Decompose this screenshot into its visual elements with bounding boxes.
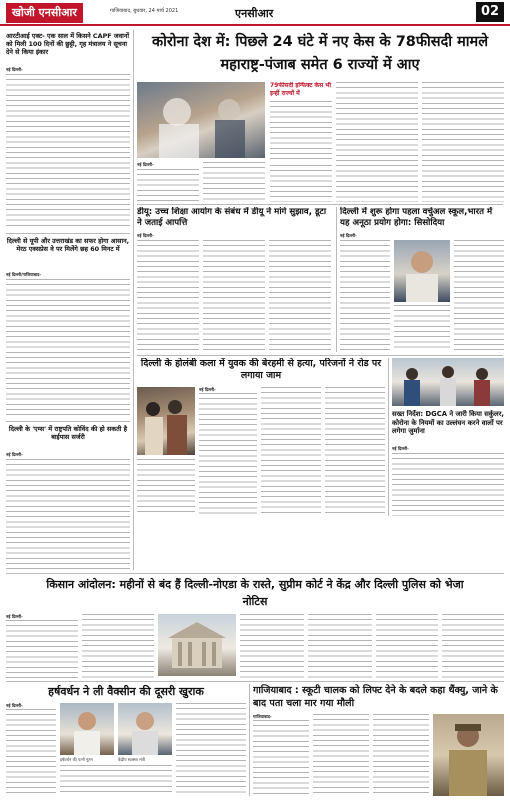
divider xyxy=(6,421,130,422)
story-lift-kicker: गाजियाबाद : xyxy=(253,685,299,696)
section-title: एनसीआर xyxy=(235,7,274,20)
divider xyxy=(137,355,503,356)
story-virtual-school xyxy=(340,207,504,352)
lead-body-col-2 xyxy=(203,162,265,202)
divider xyxy=(6,233,130,234)
story-lift-body-2 xyxy=(313,714,369,796)
lead-body-col-4 xyxy=(336,82,418,202)
lead-sidebar-heading: 79फीसदी इन्फिक्ट केस भी इन्हीं राज्यों में xyxy=(270,82,332,97)
story-lift xyxy=(253,684,504,796)
story-holambi-headline: दिल्ली के होलंबी कला में युवक की बेरहमी से हत्या, परिजनों ने रोड पर लगाया जाम xyxy=(140,358,382,381)
court-building-image xyxy=(158,614,236,676)
story-dgca xyxy=(392,410,504,516)
story-du xyxy=(137,207,333,352)
page-number: 02 xyxy=(476,2,504,22)
left-story-1 xyxy=(6,32,130,230)
portrait-image xyxy=(394,240,450,302)
story-farmers xyxy=(6,614,504,678)
left-story-3-byline: नई दिल्ली- xyxy=(6,452,23,457)
column-rule xyxy=(336,207,337,352)
story-lift-body-1 xyxy=(253,720,309,796)
lead-body-col-3 xyxy=(270,165,332,202)
left-story-2 xyxy=(6,237,130,419)
divider xyxy=(137,204,503,205)
story-farmers-body-5 xyxy=(376,614,438,678)
left-story-2-byline: नई दिल्ली/गाजियाबाद- xyxy=(6,272,42,277)
lead-byline: नई दिल्ली- xyxy=(137,162,154,167)
story-vaccine-body-1 xyxy=(6,709,56,795)
story-farmers-body-6 xyxy=(442,614,504,678)
story-du-body xyxy=(137,240,333,352)
officer-image xyxy=(433,714,504,796)
story-holambi-byline: नई दिल्ली- xyxy=(199,387,216,392)
lead-body-col-1 xyxy=(137,162,199,202)
airport-photo xyxy=(392,358,504,406)
lead-photo xyxy=(137,82,265,158)
story-dgca-byline: नई दिल्ली- xyxy=(392,446,409,451)
story-vaccine-body-3 xyxy=(176,703,246,795)
story-du-byline: नई दिल्ली- xyxy=(137,233,154,238)
lab-worker-image xyxy=(137,82,265,158)
column-rule xyxy=(388,358,389,516)
story-dgca-body xyxy=(392,453,504,516)
left-story-2-headline: दिल्ली से यूपी और उत्तराखंड का सफर होगा आसान, मेरठ एक्सप्रेस वे पर मिलेंगे छह 60 मिनट में xyxy=(6,237,130,253)
brand-logo: खोजी एनसीआर xyxy=(6,3,83,23)
left-story-1-body xyxy=(6,74,130,230)
story-vaccine-byline: नई दिल्ली- xyxy=(6,703,23,708)
story-virtual-school-body-2 xyxy=(454,240,504,350)
story-farmers-body-2 xyxy=(82,614,154,678)
left-story-3-headline: दिल्ली के 'एम्स' में राष्ट्रपति कोविंद की हो सकती है बाईपास सर्जरी xyxy=(8,425,128,441)
story-lift-headline-block xyxy=(253,684,504,711)
story-lift-body-3 xyxy=(373,714,429,796)
lead-body-col-5 xyxy=(422,82,504,202)
divider xyxy=(6,681,504,682)
left-story-1-headline: आरटीआई एक्ट- एक साल में किसने CAPF जवानों को मिली 100 दिनों की छुट्टी, गृह मंत्रालय ने सूचना देने से किया इंकार xyxy=(6,32,129,56)
story-dgca-headline: सख्त निर्देश: DGCA ने जारी किया सर्कुलर, कोरोना के नियमों का उल्लंघन करने वालों पर लगेगा जुर्माना xyxy=(392,410,504,436)
column-rule xyxy=(133,30,134,570)
police-photo xyxy=(433,714,504,796)
masthead xyxy=(0,0,510,26)
story-farmers-byline: नई दिल्ली- xyxy=(6,614,23,619)
lead-headline: कोरोना देश में: पिछले 24 घंटे में नए केस के 78फीसदी मामले महाराष्ट्र-पंजाब समेत 6 राज्यों में आए xyxy=(151,34,489,73)
story-farmers-headline: किसान आंदोलन: महीनों से बंद हैं दिल्ली-नोएडा के रास्ते, सुप्रीम कोर्ट ने केंद्र और दिल्ली पुलिस को भेजा नोटिस xyxy=(46,578,464,608)
passengers-image xyxy=(392,358,504,406)
left-story-1-byline: नई दिल्ली- xyxy=(6,67,23,72)
vaccine-photo-1-caption: हर्षवर्धन की पत्नी नूतन xyxy=(60,757,93,762)
minister-image xyxy=(118,703,172,755)
story-lift-headline: स्कूटी चालक को लिफ्ट देने के बदले कहा थैंक्यु, जाने के बाद पता चला मार गया मौली xyxy=(253,685,498,709)
story-holambi-body-1 xyxy=(199,393,257,516)
story-lift-byline: गाजियाबाद- xyxy=(253,714,272,719)
column-rule xyxy=(249,684,250,796)
vaccine-photo-2-caption: केंद्रीय स्वास्थ्य मंत्री xyxy=(118,757,145,762)
left-story-3-body xyxy=(6,459,130,569)
protest-photo xyxy=(137,387,195,455)
story-holambi xyxy=(137,358,385,516)
vaccination-image xyxy=(60,703,114,755)
left-story-2-body xyxy=(6,279,130,419)
story-farmers-body-1 xyxy=(6,620,78,678)
story-vaccine-body-2 xyxy=(60,765,172,795)
divider xyxy=(6,573,504,574)
story-virtual-school-byline: नई दिल्ली- xyxy=(340,233,357,238)
story-virtual-school-body-3 xyxy=(394,305,450,350)
lead-body xyxy=(137,169,199,201)
story-farmers-body-4 xyxy=(308,614,372,678)
lead-sidebar xyxy=(270,82,332,162)
left-story-3 xyxy=(6,425,130,570)
dateline: गाजियाबाद, बुधवार, 24 मार्च 2021 xyxy=(110,8,179,14)
story-du-headline: डीयू: उच्च शिक्षा आयोग के संबंध में डीयू ने मांगे सुझाव, डूटा ने जताई आपत्ति xyxy=(137,207,327,228)
vaccine-photo-1 xyxy=(60,703,114,755)
sisodia-photo xyxy=(394,240,450,302)
vaccine-photo-2 xyxy=(118,703,172,755)
story-virtual-school-body xyxy=(340,240,390,350)
story-holambi-body-4 xyxy=(137,459,195,516)
story-virtual-school-headline: दिल्ली में शुरू होगा पहला वर्चुअल स्कूल,भारत में यह अनूठा प्रयोग होगा: सिसोदिया xyxy=(340,207,493,228)
crowd-image xyxy=(137,387,195,455)
story-holambi-body-2 xyxy=(261,387,321,516)
story-farmers-body-3 xyxy=(240,614,304,678)
story-vaccine xyxy=(6,703,246,796)
story-vaccine-headline: हर्षवर्धन ने ली वैक्सीन की दूसरी खुराक xyxy=(48,685,204,698)
story-holambi-body-3 xyxy=(325,387,385,516)
lead-sidebar-body xyxy=(270,101,332,159)
supreme-court-photo xyxy=(158,614,236,676)
